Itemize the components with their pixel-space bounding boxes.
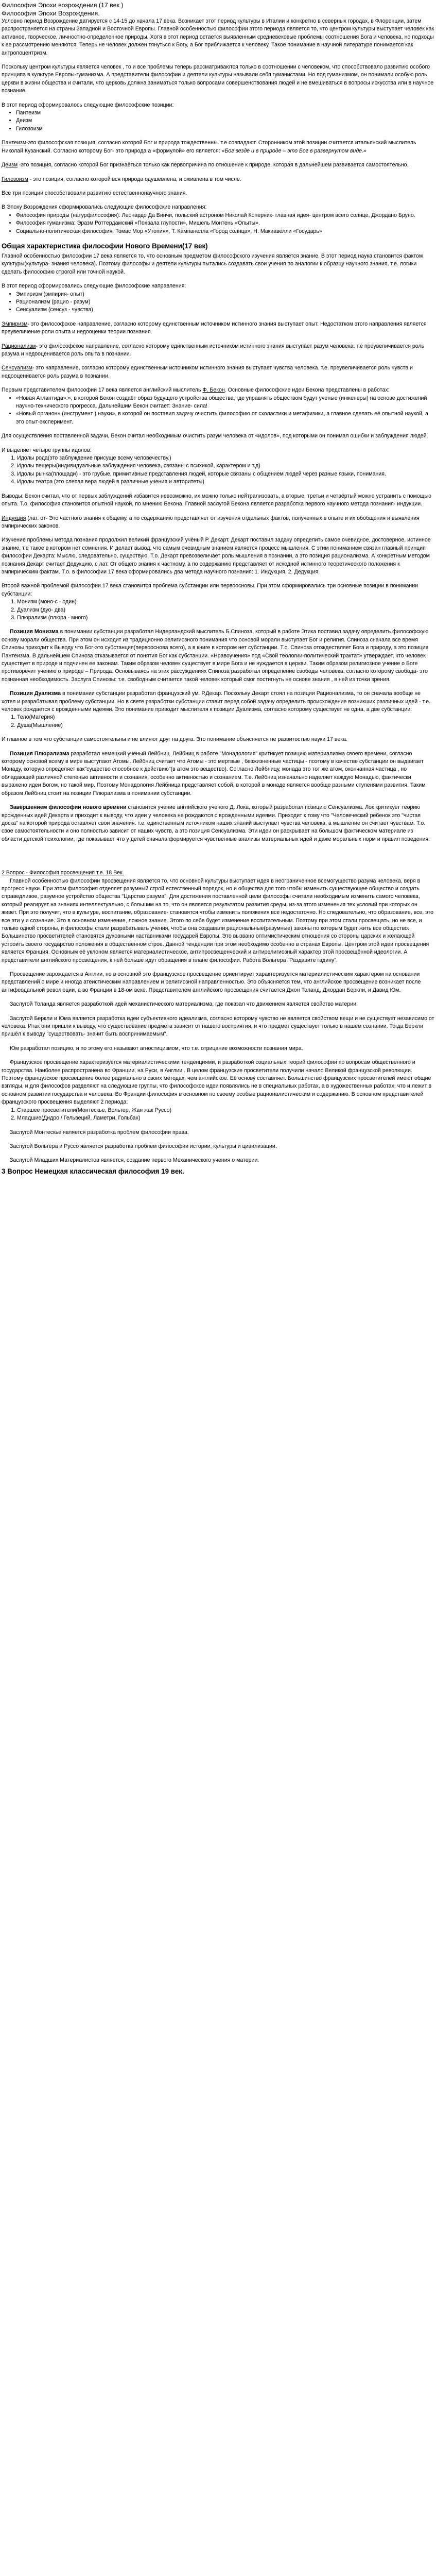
pluralism-paragraph [2,750,434,798]
list-item: 2. Душа(Мышление) [17,722,434,730]
new-time-paragraph-1: Главной особенностью философии 17 века является то, что основным предметом философского изучения является знание. В этот период наука становится фактом культуры(культура- знания человека). Поэтому философы и деятели культуры пытались создавать свои учения по аналогии к образцу научного знания, т.е. логики сделать философию строгой или точной наукой. [2,252,423,275]
document-title: Философия Эпохи возрождения (17 век ) [2,2,124,9]
list-item: • Гилозоизм [16,125,434,133]
list-item: 2. Идолы пещеры(индивидуальные заблуждения человека, связаны с психикой, характером и т.д) [17,462,434,470]
substance-positions-list [2,598,434,622]
idols-list-intro: И выделяет четыре группы идолов: [2,447,92,453]
list-item: 2. Дуализм (дуо- два) [17,606,434,614]
list-item: • Философия гуманизма: Эразм Роттердамский «Похвала глупости», Мишель Монтень «Опыты». [16,219,434,227]
new-time-end-term: Завершением философии нового времени [10,804,127,811]
dualism-text: в понимании субстанции разработал французский ум. Р.Декар. Поскольку Декарт стоял на позиции Рационализма, то он сначала вообще не хотел и разрабатывал проблему субстанции. Но в свете разработки субстанции ставит перед собой задачу определить происхождение возникших различных идей - т.е. человек рождается с врожденными идеями. Это понимание приводит мыслителя к позиции Дуализма, согласно которому существует не одна, а две субстанции: [2,690,431,713]
france-paragraph: Французское просвещение характеризуется материалистическими тенденциями, и разработкой социальных теорий философии по вопросам общественного и государства. Наиболее распространена во Франции, на Руси, в Англии . В целом французские просветители получили начало Великой французской революции. Поэтому французское просвещение более радикально в своих методах, чем английское. Её основу составляет. Большинство французских просветителей имеют общие взгляды, и для философов разделяют на следующие группы, что философское идеи появлялись не в специальных работах, а в художественных работах, что и лежит в основном развитии государства и человека. Во Франции философия в основном по своему особые рационалистическим и содержанию. В основном представителей французского просвещения выделяют 2 периода: [2,1059,432,1106]
sensualism-text: - это направление, согласно которому единственным источником истинного знания выступает чувства человека. т.е. преувеличивается роль чувств и недооценивается роль разума в познании. [2,365,413,379]
toland-paragraph: Заслугой Толанда является разработкой идей механистического материализма, где показал что движением является свойство материи. [10,1001,358,1008]
pluralism-text: разработал немецкий ученый Лейбниц. Лейбниц в работе "Монадология" критикует позицию материализма своего времени, согласно которому основой всему в мире выступают Атомы. Лейбниц считает что Атомы - это мертвые , безжизненные частицы - поэтому в качестве субстанции он выдвигает Монаду, которую определяет как"существо способное к действию"(в атом это вещество). Согласно Лейбницу, монада это тот же атом, окончанная частица , но обладающей различной степенью активности и сознания, особенно активностью и сознанием. Т.е. Лейбниц изначально наделяет каждую Монадью, фактически выражено идеи Богом, но такой мир. Поэтому Монадология Лейбница представляет собой, в которой в монаде является вообще разными ступенями развития. Таким образом Лейбниц стоит на позиции Плюрализма в понимании субстанции. [2,750,426,796]
list-item: • Эмпиризм (эмпирия- опыт) [16,291,434,298]
dualism-term: Позиция Дуализма [10,690,61,697]
idols-intro: Для осуществления поставленной задачи, Бекон считал необходимым очистить разум человека от «идолов», под которыми он понимал ошибки и заблуждения людей. [2,433,428,439]
induction-paragraph [2,515,434,531]
enlightenment-heading: 2 Вопрос - Философия просвещения т.е. 18 Век. [2,870,124,876]
bacon-lead-post: . Основные философские идеи Бекона представлены в работах: [224,387,390,394]
pantheism-text: -это философская позиция, согласно которой Бог и природа тождественны. т.е совпадают. Сторонником этой позиции считается итальянский мыслитель Николай Кузанский. Согласно которому Бог- это природа а «формулой» его является: [2,140,416,154]
dualism-substances-list [2,714,434,730]
rationalism-text: - это философское направление, согласно которому единственным источником истинного знания выступает разум человека. т.е преувеличивается роль разума и недооценивается роль опыта в познании. [2,343,425,357]
list-item: • Деизм [16,117,434,125]
dualism-paragraph [2,690,434,714]
pantheism-paragraph [2,139,434,155]
bacon-lead-pre: Первым представителем философии 17 века является английский мыслитель [2,387,203,394]
deism-paragraph [2,161,434,169]
new-time-paragraph-2: В этот период сформировались следующие философские направления: [2,283,186,290]
rationalism-paragraph [2,343,434,359]
list-item: • «Новая Атлантида».», в которой Бекон создаёт образ будущего устройства общества, где управлять обществом будут ученые (инженеры) на основе достижений научно-технического прогресса. Дальнейшим Бекон считает: Знание- сила! [16,395,434,411]
list-item: • Рационализм (рацио - разум) [16,298,434,306]
empiricism-text: - это философское направление, согласно которому единственным источником истинного знания выступает опыт. Недостатком этого направления является преувеличение роли опыта и недооценки теории познания. [2,320,427,335]
idols-list [2,454,434,486]
new-time-end-text: становится учение английского ученого Д. Лока, который разработал позицию Сенсуализма. Лок критикует теорию врожденных идей Декарта и приходит к выводу, что идеи у человека не рождаются с врожденными идеями. Приходит к тому что "Человеческий ребенок это "чистая доска" на которой природа оставляет свои значения. т.е. единственным источником наших знаний выступает чувства человека, а мышление он считает чувствам. Т.о. свое самостоятельности и оно полностью зависит от наших чувств, а это позиция Сенсуализма. Эти идеи он раскрывает на большом фактическом материале из области детской психологии, где показывает что у детей сначала формируется чувственные анализы материальных идей и даже моральных норм и правил поведения. [2,804,430,842]
enlightenment-paragraph-1: Главной особенностью философии просвещения является то, что основной культуры выступает идея в неограниченное всемогущество разума человека, веря в прогресс науки. При этом философия отделяет разумный строй естественный порядок, но и общества для того чтобы изменить существующее общество и создать справедливое, разумное устройство общества "Царство разума". Для достижения поставленной цели философы считали необходимым изменить самого человека, который реагирует на знаниях интеллектуально, с большим на то, что он является результатом развития среды, из-за этого изменения тех условий при которых он живет. При это получит, что в культуре, воспитание, образование- становятся чтобы изменить положения все недостаточно. Но следовательно, что образование, все, это все эти у и сознание. Это в основном изменение, ложное знание. Этого по себе будет изменение воспитательным. Поэтому при этом стали просвещать, но не все, и только одной стороны, и философы стали разрабатывать учения, чтобы она создавали рациональные(разумные) законы по которым будет жить все общество. Большинство просветителей становятся духовными наставниками государей Европы. Это вызвано оптимистическим отношения со стороны царских и желающей устроить своего государство положения в общественном строе. Данной тенденции при этом необходимо особенно в странах Европы. Центром этой идеи просвещения является Франция. Основным её уклоном является материалистическое, антипросвещенческий и антирелигиозный характер этой просвещённой идеологии. А представители английского просвещения, к ней больше идут обращения в плане философии. Работа Вольтера "Раздавите гадину". [2,877,433,963]
list-item: 3. Плюрализм (плюра - много) [17,614,434,622]
monism-text: в понимании субстанции разработал Нидерландский мыслитель Б.Спиноза, который в работе Этика поставил задачу определить философскую основу морали общества. При этом он исходит из традиционно религиозного понимания что основой морали выступает Бог и религия. Спиноза сначала все время Спинозы приходит к Выводу что Бог-это субстанция(первооснова всего), а в книге в котором нет субстанции. Т.о. Спиноза отождествляет Бога и природу, а это позиция Пантеизма. В дальнейшем Спиноза отказывается от понятия Бог как субстанции. «Нравоучения» под «Свой теологии-политический трактат» утверждает, что человек существует в природе и подчинен ее законам. Таким образом человек существует в мире Бога и не нуждается в церкви. Таким образом религиозное учение о Боге противоречит учению о природе – Природа. Основываясь на этих рассуждениях Спиноза разработал определение свободы человека, согласно которому свобода- это познанная необходимость. Заслуга Спинозы: т.е. свободным считается такой человек который смог постигнуть не основе знания , в ней из точки зрения. [2,629,429,683]
list-item: 1. Тело(Материя) [17,714,434,721]
sensualism-term: Сенсуализм [2,365,32,371]
directions-list [2,109,434,133]
enlightenment-paragraph-2: Просвещение зарождается в Англии, но в основной это французское просвещение ориентирует характеризуется материалистическим характером на основании представлений о мире и иногда атеистическим направлением и религиозной направленностью. Это объясняется тем, что английское просвещение возникает после антифеодальной революции, а во Франции в 18-ом веке. Представителем английского просвещения считается Джон Толанд, Джордан Беркли, и Давид Юм. [2,971,421,993]
empiricism-paragraph [2,320,434,336]
directions2-intro: В Эпоху Возрождения сформировались следующие философские направления: [2,204,207,211]
list-item: • Философия природы (натурфилософия): Леонардо Да Винчи, польский астроном Николай Коперник- главная идея- центром всего солнце, Джордано Бруно. [16,212,434,219]
hylozoism-term: Гилозоизм [2,176,28,182]
monism-paragraph [2,628,434,684]
list-item: 3. Идолы рынка(площади) - это грубые, примитивные представления людей, которые связаны с общением людей через разные языки, понимания. [17,470,434,478]
last-section-heading: 3 Вопрос Немецкая классическая философия 19 век. [2,1167,184,1175]
positions-note: Все три позиции способствовали развитию естественнонаучного знания. [2,190,187,196]
berkeley-paragraph: Заслугой Беркли и Юма является разработка идеи субъективного идеализма, согласно которому чувство не является свойством вещи и не существует независимо от человека. Итак они пришли к выводу, что существование предмета зависит от нашего восприятия, и что предмет существует только в нашем сознании. Тогда Беркли пришёл к выводу "существовать- значит быть воспринимаемым". [2,1015,434,1038]
voltaire-rousseau-paragraph: Заслугой Вольтера и Руссо является разработка проблем философии истории, культуры и цивилизации. [10,1143,277,1149]
intro-paragraph-1: Условно период Возрождение датируется с 14-15 до начала 17 века. Возникает этот период культуры в Италии и конкретно в северных городах, в Флоренции, затем распространяется на страны Западной и Восточной Европы. Главной особенностью философии этого периода является то, что центром культуры выступает человек как активное, творческое, личностно-определенное природы. Хотя в этот период остается выявленным средневековые проблемы соотношения Бога и человека, но подходы к ее рассмотрению меняются. Теперь не человек должен тянуться к Богу, а Бог приближается к человеку. Такое понимание в научной литературе понимается как антропоцентризм. [2,18,434,56]
list-item: 4. Идолы театра (это слепая вера людей в различные учения и авторитеты) [17,478,434,486]
deism-text: -это позиция, согласно которой Бог признаёться только как первопричина по отношение к природе, которая в дальнейшем развивается самостоятельно. [18,162,409,168]
list-item: • Пантеизм [16,109,434,117]
bacon-lead [2,386,434,394]
materialists-paragraph: Заслугой Младших Материалистов является, создание первого Механического учения о материи. [10,1157,259,1164]
list-item: • «Новый органон» (инструмент ) науки», в которой он поставил задачу очистить философию от схоластики и метафизики, а главное сделать её опытной наукой, а это опыт-эксперимент. [16,410,434,426]
directions-intro: В этот период сформировалось следующие философские позиции: [2,101,174,108]
monism-term: Позиция Монизма [10,629,59,635]
enlightenment-periods-list [2,1107,434,1123]
intro-paragraph-2: Поскольку центром культуры является человек , то и все проблемы теперь рассматриваются только в соотношении с человеком, что способствовало развитию особого принципа в культуре Европы-гуманизма. А представители философии и деятели культуры называли себя гуманистами. Но под гуманизмом, он понимали особую роль церкви в жизни общества и считали, что церковь должна заниматься только вопросами совершенствования людей и не вмешиваться в вопросы искусства или в научное познание. [2,64,434,94]
montesquieu-paragraph: Заслугой Монтескье является разработка проблем философии права. [10,1129,189,1136]
list-item: 1. Старшее просветители(Монтескье, Вольтер, Жан жак Руссо) [17,1107,434,1114]
hylozoism-text: - это позиция, согласно которой вся природа одушевлена, и оживлена в том числе. [28,176,241,182]
section-heading-new-time: Общая характеристика философии Нового Времени(17 век) [2,242,208,250]
descartes-paragraph-1: Изучение проблемы метода познания продолжил великий французский учёный Р. Декарт. Декарт поставил задачу определить самое очевидное, достоверное, истинное знание, т.е такое в котором нет сомнения. И делает вывод, что самым очевидным знанием является процесс мышления. С этим пониманием связан главный принцип философии Декарта: Мыслю, следовательно, существую. Т.о. Декарт превозвеличает роль мышления в познании, а это позиция рационализма. А конкретным методом познания Декарт считает Дедукцию, с лат. От общего знания к частному, а по содержанию представляет от исходной истинного теоретического положения к эмпирическим фактам. Т.о. в философии 17 века сформировались два метода научного познания: 1. Индукция, 2. Дедукция. [2,537,431,575]
directions2-list [2,212,434,235]
rationalism-term: Рационализм [2,343,36,349]
pantheism-formula: «Бог везде и в природе – это Бог в развернутом виде.» [221,147,367,154]
list-item: 1. Монизм (моно-с - один) [17,598,434,606]
pluralism-term: Позиция Плюрализма [10,750,69,757]
deism-term: Деизм [2,162,18,168]
list-item: 1. Идолы рода(это заблуждение присуще всему человечеству.) [17,454,434,462]
hume-paragraph: Юм разработал позицию, и по этому его называют агностицизмом, что т.е. отрицание возможности познания мира. [10,1045,303,1052]
hylozoism-paragraph [2,176,434,183]
induction-text: (лат. от- Это частного знания к общему, а по содержанию представляет от изучения отдельных фактов, полученных в опыте и их обобщения и выявления эмпирических законов. [2,515,420,529]
pantheism-term: Пантеизм [2,140,27,146]
list-item: • Социально-политическая философия: Томас Мор «Утопия», Т. Кампанелла «Город солнца», Н. Макиавелли «Государь» [16,228,434,235]
bacon-works-list [2,395,434,427]
new-time-end-paragraph [2,804,434,843]
empiricism-term: Эмпиризм [2,320,28,327]
list-item: 2. Младшие(Дидро / Гельвеций, Ламетри, Гольбах) [17,1114,434,1122]
bacon-name: Ф. Бекон [202,387,225,394]
bacon-conclusion: Выводы: Бекон считал, что от первых заблуждений избавится невозможно, их можно только нейтрализовать, а вторые, третьи и четвёртый можно устранить с помощью опыта. Т.о. философия становится опытной наукой, по мнению Бекона. Главной заслугой Бекона является разработка первого научного метода познания- индукции. [2,493,431,507]
trends-list [2,291,434,314]
document [0,0,436,1180]
descartes-paragraph-2: Второй важной проблемой философии 17 века становится проблема субстанции или первоосновы. При этом сформировались три основные позиции в понимании субстанции: [2,583,418,597]
sensualism-paragraph [2,364,434,380]
induction-term: Индукция [2,515,26,521]
document-subtitle: Философия Эпохи Возрождения. [2,10,100,17]
dualism-conclusion: И главное в том что субстанции самостоятельны и не влияют друг на друга. Это понимание объясняется не развитостью науки 17 века. [2,736,347,743]
list-item: • Сенсуализм (сенсуз - чувства) [16,306,434,314]
